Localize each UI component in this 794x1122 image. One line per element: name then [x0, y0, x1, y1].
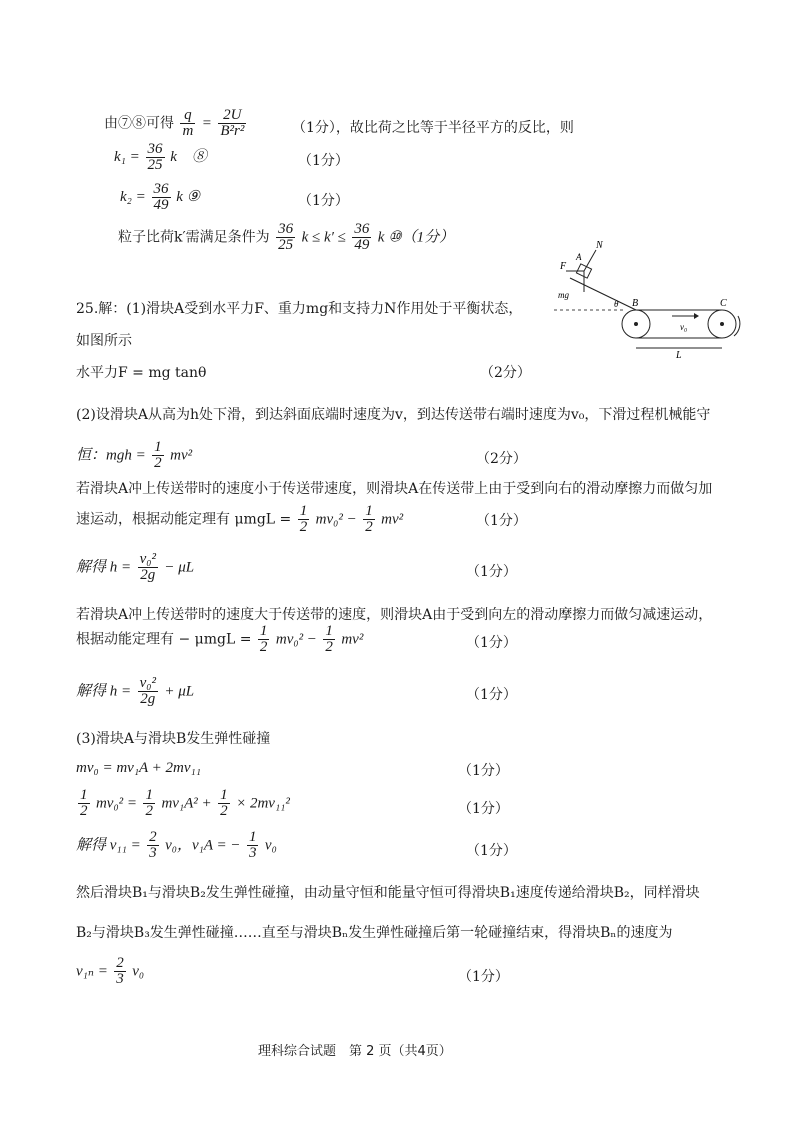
numerator: 1 — [259, 623, 268, 639]
fraction — [143, 788, 155, 819]
text: k ⑨ — [176, 188, 201, 205]
incline-conveyor-diagram — [552, 236, 762, 360]
p3-chain-1: 然后滑块B₁与滑块B₂发生弹性碰撞，由动量守恒和能量守恒可得滑块B₁速度传递给滑块B₂，同样滑块 — [76, 885, 700, 901]
text: v₀ — [132, 963, 145, 980]
numerator: 36 — [153, 181, 169, 197]
pulley-b-axle — [634, 322, 638, 326]
fraction — [298, 504, 310, 535]
text: k₂ = — [120, 188, 146, 205]
fraction — [146, 142, 165, 173]
text: − μL — [164, 559, 195, 576]
denominator: 2 — [220, 803, 228, 819]
denominator: 3 — [149, 845, 157, 861]
p25-eq-F: 水平力F = mg tanθ — [76, 365, 207, 381]
fraction — [352, 222, 371, 253]
fraction — [180, 108, 195, 139]
text: v₁ₙ = — [76, 963, 108, 980]
text: × 2mv₁₁² — [236, 795, 290, 812]
score-text: （2分） — [480, 365, 531, 381]
p2-case2: 若滑块A冲上传送带时的速度大于传送带的速度，则滑块A由于受到向左的滑动摩擦力而做匀减速运动， — [76, 607, 713, 623]
pulley-c-axle — [720, 322, 724, 326]
text: 解得 h = — [76, 683, 132, 700]
text: k ⑧ — [170, 148, 207, 165]
fraction — [114, 956, 126, 987]
eq-k2 — [120, 182, 200, 213]
eq-condition — [118, 222, 454, 253]
fraction — [218, 788, 230, 819]
text: mv₀² − — [275, 631, 317, 648]
score-text: （1分） — [458, 801, 509, 817]
eq-charge-ratio: 由⑦⑧可得 $\frac{q}{m}$ = $\frac{2U}{\text{B²r²}}$ — [104, 107, 245, 139]
denominator: 2 — [325, 639, 333, 655]
numerator: 2 — [116, 955, 124, 971]
fraction — [138, 676, 158, 707]
p3-final — [76, 956, 144, 987]
label-v0: v₀ — [680, 322, 688, 332]
numerator: v₀² — [139, 675, 156, 691]
incline-line — [570, 278, 639, 310]
p2-case1-eq — [76, 504, 403, 535]
numerator: 1 — [248, 829, 257, 845]
p3-energy-eq — [76, 788, 290, 819]
text: mv₀² − — [315, 511, 357, 528]
fraction — [152, 182, 171, 213]
p3-momentum-eq: mv₀ = mv₁A + 2mv₁₁ — [76, 760, 201, 776]
denominator: 2 — [365, 519, 373, 535]
denominator: 2 — [259, 639, 268, 655]
p2-case2-eq — [76, 624, 363, 655]
fraction — [247, 830, 259, 861]
text: v₀，v₁A = − — [165, 837, 241, 854]
score-text: （1分），故比荷之比等于半径平方的反比，则 — [292, 120, 574, 136]
text: 解得 h = — [76, 559, 132, 576]
denominator: 2g — [140, 567, 156, 583]
fraction — [78, 788, 90, 819]
score-text: （1分） — [458, 969, 509, 985]
text: 粒子比荷k′需满足条件为 — [118, 229, 270, 246]
fraction — [276, 222, 295, 253]
p3-setup: (3)滑块A与滑块B发生弹性碰撞 — [76, 731, 271, 747]
text: k ⑩（1分） — [377, 229, 455, 246]
fraction — [138, 552, 158, 583]
text: k ≤ k′ ≤ — [301, 229, 346, 246]
numerator: 36 — [147, 141, 163, 157]
text: 解得 v₁₁ = — [76, 837, 141, 854]
denominator: 49 — [354, 237, 370, 253]
denominator: 3 — [116, 971, 124, 987]
text: 速运动，根据动能定理有 μmgL = — [76, 511, 292, 528]
label-theta: θ — [614, 299, 619, 309]
numerator: q — [180, 108, 195, 124]
text: 根据动能定理有 − μmgL = — [76, 631, 252, 648]
fraction — [363, 504, 375, 535]
denominator: m — [182, 123, 194, 139]
text: mv₁A² + — [161, 795, 212, 812]
text: mv₀² = — [95, 795, 138, 812]
denominator: 2 — [299, 519, 308, 535]
fraction — [147, 830, 159, 861]
score-text: （1分） — [466, 687, 517, 703]
numerator: 36 — [354, 221, 370, 237]
numerator: 1 — [299, 503, 308, 519]
numerator: 2 — [149, 829, 157, 845]
denominator: 49 — [153, 197, 169, 213]
text: mv² — [381, 511, 404, 528]
denominator: 2g — [140, 691, 156, 707]
numerator: 1 — [365, 503, 373, 519]
denominator: 25 — [147, 157, 163, 173]
label-mg: mg — [558, 290, 569, 300]
score-text: （1分） — [476, 513, 527, 529]
p3-chain-2: B₂与滑块B₃发生弹性碰撞……直至与滑块Bₙ发生弹性碰撞后第一轮碰撞结束，得滑块Bₙ的速度为 — [76, 925, 673, 941]
eq-k1 — [114, 142, 207, 173]
fraction — [258, 624, 270, 655]
p25-see-figure: 如图所示 — [76, 333, 132, 349]
score-text: （1分） — [298, 153, 349, 169]
score-text: （1分） — [466, 843, 517, 859]
numerator: 1 — [154, 439, 162, 455]
v0-arrowhead — [694, 313, 699, 319]
fraction — [218, 108, 246, 139]
denominator: 3 — [248, 845, 257, 861]
p3-result — [76, 830, 277, 861]
label-a: A — [576, 252, 582, 262]
p25-intro: 25.解：(1)滑块A受到水平力F、重力mg和支持力N作用处于平衡状态， — [76, 301, 523, 317]
fraction — [152, 440, 164, 471]
p2-energy-eq — [76, 440, 192, 471]
denominator: 2 — [80, 803, 88, 819]
text: v₀ — [264, 837, 277, 854]
text: + μL — [164, 683, 195, 700]
denominator: 2 — [154, 455, 162, 471]
numerator: 1 — [220, 787, 228, 803]
score-text: （1分） — [466, 635, 517, 651]
label-n: N — [596, 240, 603, 251]
denominator: B²r² — [220, 123, 245, 139]
p2-case1: 若滑块A冲上传送带时的速度小于传送带速度，则滑块A在传送带上由于受到向右的滑动摩擦力而做匀加 — [76, 481, 713, 497]
numerator: 36 — [278, 221, 294, 237]
text: 恒：mgh = — [76, 447, 146, 464]
page-footer: 理科综合试题 第 2 页（共4页） — [258, 1044, 452, 1059]
text: 由⑦⑧可得 — [104, 115, 174, 132]
numerator: 1 — [80, 787, 88, 803]
fraction — [323, 624, 335, 655]
label-l: L — [676, 350, 682, 360]
p2-case1-result — [76, 552, 194, 583]
numerator: 2U — [218, 108, 246, 124]
denominator: 25 — [278, 237, 294, 253]
label-c: C — [720, 298, 727, 309]
score-text: （1分） — [298, 193, 349, 209]
numerator: v₀² — [139, 551, 156, 567]
p2-setup: (2)设滑块A从高为h处下滑，到达斜面底端时速度为v，到达传送带右端时速度为v₀，下滑过程机械能守 — [76, 407, 711, 423]
label-f: F — [560, 261, 567, 272]
score-text: （2分） — [476, 451, 527, 467]
text: k₁ = — [114, 148, 140, 165]
p2-case2-result — [76, 676, 194, 707]
numerator: 1 — [145, 787, 153, 803]
denominator: 2 — [145, 803, 153, 819]
score-text: （1分） — [466, 564, 517, 580]
label-b: B — [632, 298, 639, 309]
score-text: （1分） — [458, 763, 509, 779]
numerator: 1 — [325, 623, 333, 639]
text: mv² — [341, 631, 364, 648]
text: mv² — [170, 447, 193, 464]
